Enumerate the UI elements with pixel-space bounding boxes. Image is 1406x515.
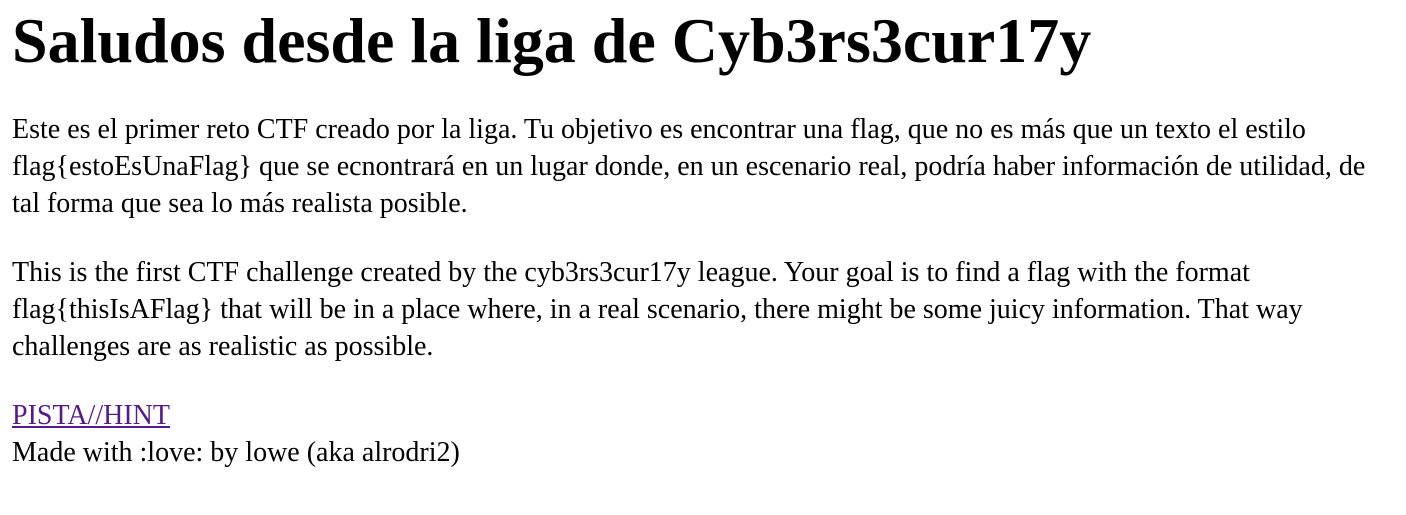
page-content bbox=[0, 5, 1406, 471]
intro-paragraph-english: This is the first CTF challenge created by the cyb3rs3cur17y league. Your goal is to find a flag with the format flag{thisIsAFlag} that will be in a place where, in a real scenario, there might be some juicy information. That way challenges are as realistic as possible. bbox=[12, 257, 1303, 362]
hint-link[interactable]: PISTA//HINT bbox=[12, 400, 170, 431]
page-title: Saludos desde la liga de Cyb3rs3cur17y bbox=[12, 5, 1092, 76]
intro-paragraph-spanish: Este es el primer reto CTF creado por la liga. Tu objetivo es encontrar una flag, que no es más que un texto el estilo flag{estoEsUnaFlag} que se ecnontrará en un lugar donde, en un escenario real, podría haber información de utilidad, de tal forma que sea lo más realista posible. bbox=[12, 114, 1366, 219]
footer-credit: Made with :love: by lowe (aka alrodri2) bbox=[12, 437, 460, 468]
hint-section bbox=[12, 397, 1394, 471]
